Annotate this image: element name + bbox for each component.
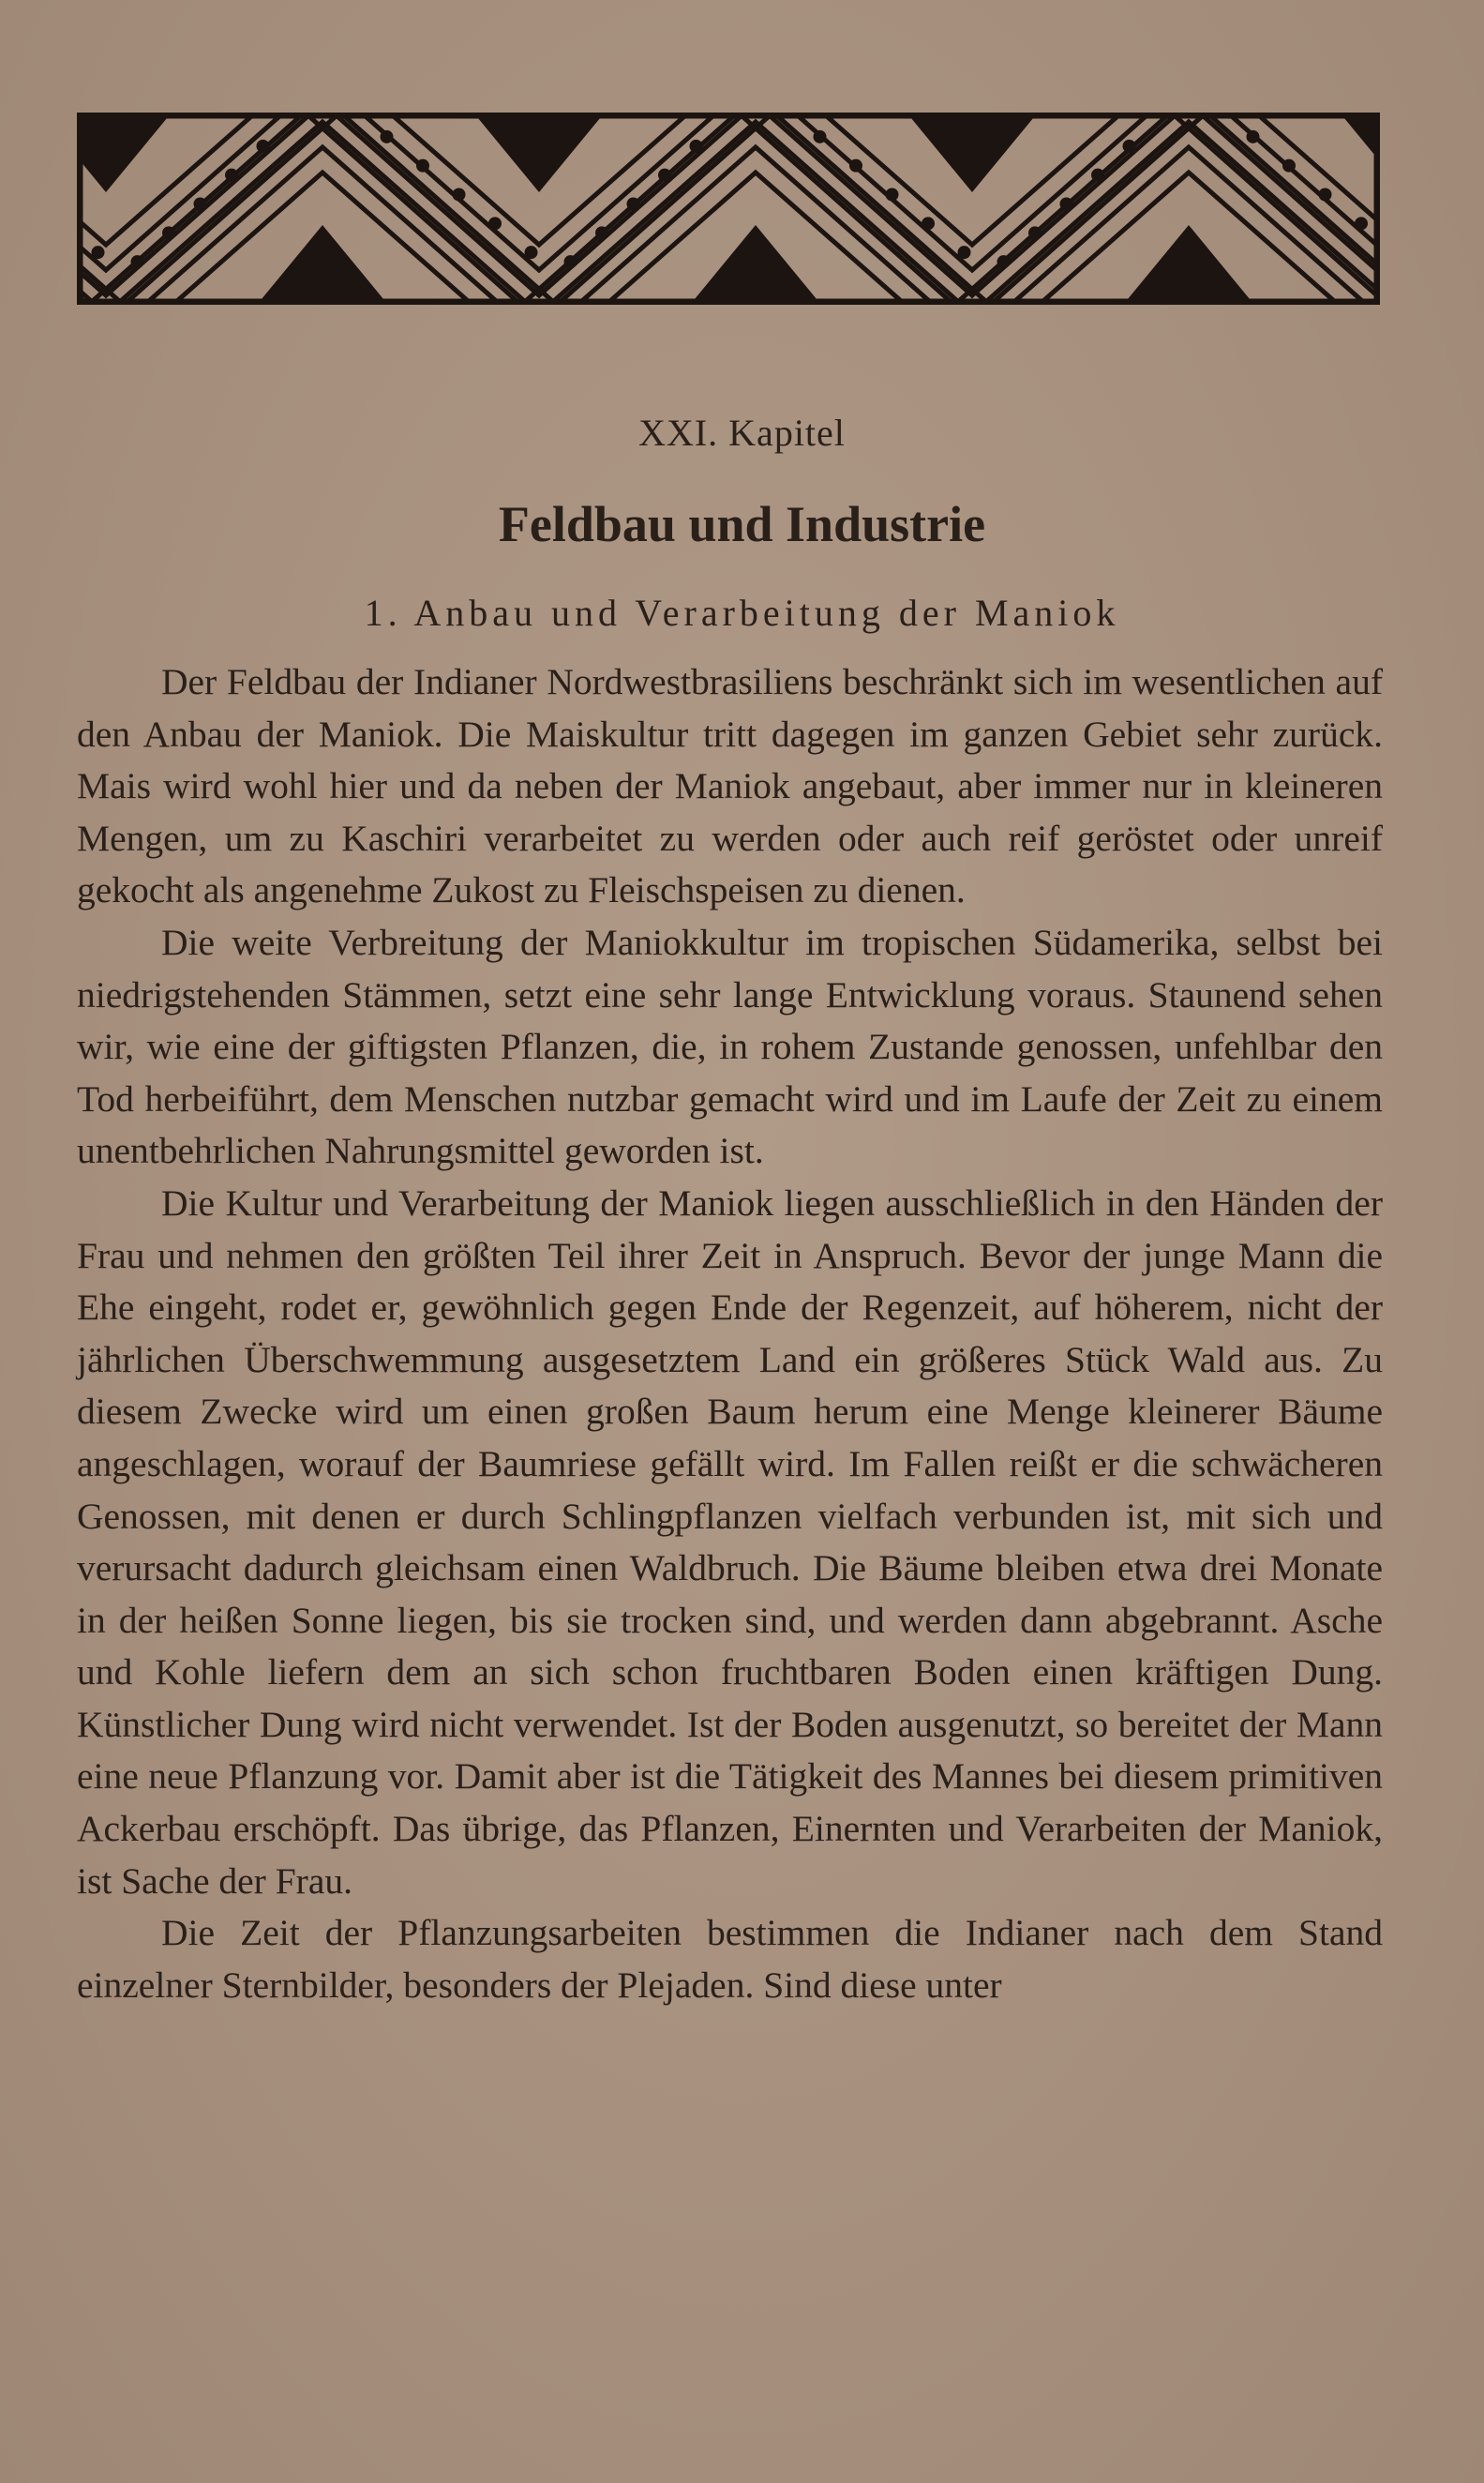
ornament-triangle — [473, 113, 605, 192]
decorative-ornament-band — [77, 113, 1380, 305]
chapter-title: Feldbau und Industrie — [498, 496, 986, 552]
ornament-dot — [381, 130, 394, 143]
paragraph: Die Kultur und Verarbeitung der Maniok liegen ausschließlich in den Händen der Frau und nehmen den größten Teil ihrer Zeit in Anspruch. Bevor der junge Mann die Ehe eingeht, rodet er, gewöhnlich gegen Ende der Regenzeit, auf höherem, nicht der jährlichen Überschwemmung ausgesetztem Land ein größeres Stück Wald aus. Zu diesem Zwecke wird um einen großen Baum herum eine Menge kleinerer Bäume angeschlagen, worauf der Baumriese gefällt wird. Im Fallen reißt er die schwächeren Genossen, mit denen er durch Schlingpflanzen vielfach verbunden ist, mit sich und verursacht dadurch gleichsam einen Waldbruch. Die Bäume bleiben etwa drei Monate in der heißen Sonne liegen, bis sie trocken sind, und werden dann abgebrannt. Asche und Kohle liefern dem an sich schon fruchtbaren Boden einen kräftigen Dung. Künstlicher Dung wird nicht verwendet. Ist der Boden ausgenutzt, so bereitet der Mann eine neue Pflanzung vor. Damit aber ist die Tätigkeit des Mannes bei diesem primitiven Ackerbau erschöpft. Das übrige, das Pflanzen, Einernten und Verarbeiten der Maniok, ist Sache der Frau. — [77, 1181, 1383, 1902]
ornament-dot — [658, 169, 671, 182]
ornament-dot — [1282, 159, 1296, 173]
ornament-triangle — [257, 225, 388, 305]
ornament-dot — [194, 198, 207, 211]
ornament-dot — [958, 246, 971, 259]
ornament-dot — [525, 246, 538, 259]
ornament-dot — [1028, 226, 1042, 239]
ornament-dot — [997, 255, 1011, 268]
ornament-dot — [627, 198, 640, 211]
ornament-dot — [1355, 217, 1368, 230]
ornament-dot — [1319, 188, 1332, 202]
ornament-dot — [595, 226, 608, 239]
ornament-dot — [453, 188, 466, 202]
body-text — [77, 656, 1383, 2011]
ornament-dot — [1123, 140, 1136, 153]
ornament-dot — [162, 226, 175, 239]
ornament-dot — [257, 140, 270, 153]
paragraph: Der Feldbau der Indianer Nordwestbrasiliens beschränkt sich im wesentlichen auf den Anbau der Maniok. Die Maiskultur tritt dagegen im ganzen Gebiet sehr zurück. Mais wird wohl hier und da neben der Maniok angebaut, aber immer nur in kleineren Mengen, um zu Kaschiri verarbeitet zu werden oder auch reif geröstet oder unreif gekocht als angenehme Zukost zu Fleischspeisen zu dienen. — [77, 661, 1383, 911]
ornament-dot — [690, 140, 703, 153]
ornament-dot — [564, 255, 577, 268]
paragraph: Die weite Verbreitung der Maniokkultur im tropischen Südamerika, selbst bei niedrigstehenden Stämmen, setzt eine sehr lange Entwicklung voraus. Staunend sehen wir, wie eine der giftigsten Pflanzen, die, in rohem Zustande genossen, unfehlbar den Tod herbeiführt, dem Menschen nutzbar gemacht wird und im Laufe der Zeit zu einem unentbehrlichen Nahrungsmittel geworden ist. — [77, 921, 1383, 1172]
chapter-number: XXI. Kapitel — [638, 412, 846, 454]
ornament-dot — [814, 130, 827, 143]
ornament-triangle — [1123, 225, 1254, 305]
ornament-triangle — [690, 225, 821, 305]
ornament-dot — [922, 217, 935, 230]
ornament-dot — [849, 159, 862, 173]
ornament-dot — [92, 246, 105, 259]
ornament-dot — [225, 169, 238, 182]
ornament-dot — [416, 159, 429, 173]
paragraph: Die Zeit der Pflanzungsarbeiten bestimmen die Indianer nach dem Stand einzelner Sternbilder, besonders der Plejaden. Sind diese unter — [77, 1912, 1383, 2006]
ornament-dot — [1247, 130, 1260, 143]
ornament-dot — [131, 255, 144, 268]
ornament-dot — [1060, 198, 1073, 211]
ornament-dot — [886, 188, 899, 202]
ornament-triangle — [907, 113, 1038, 192]
section-heading: 1. Anbau und Verarbeitung der Maniok — [364, 592, 1120, 634]
ornament-triangle — [77, 113, 172, 192]
ornament-dot — [1091, 169, 1104, 182]
ornament-dot — [488, 217, 502, 230]
